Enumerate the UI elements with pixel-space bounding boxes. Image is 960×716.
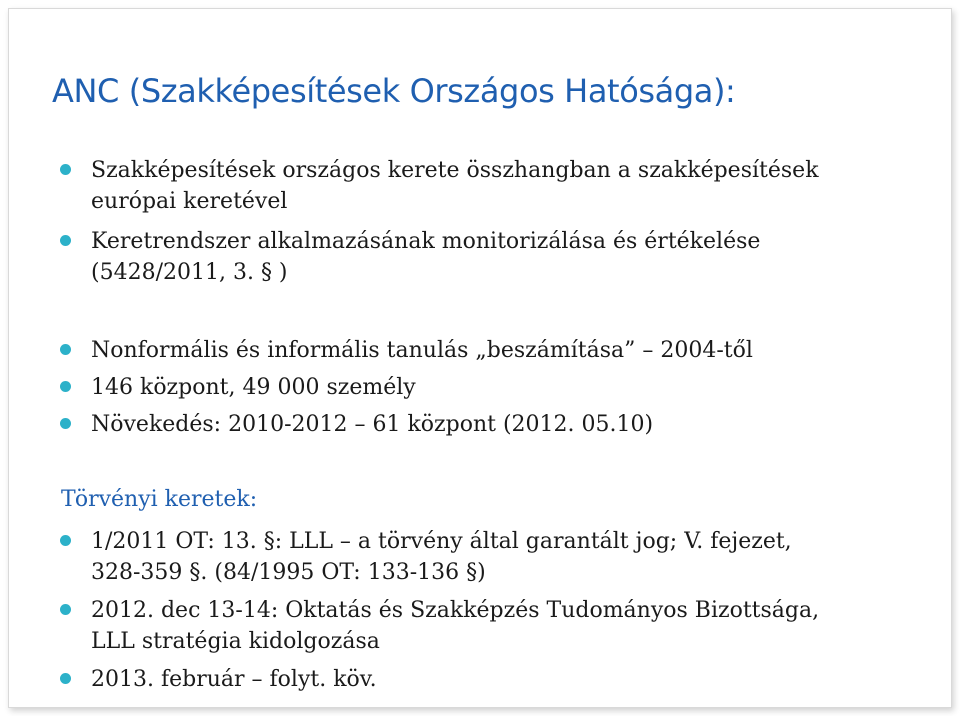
section-heading: Törvényi keretek:	[61, 487, 258, 512]
bullet-line: 2012. dec 13-14: Oktatás és Szakképzés Tudományos Bizottsága,	[91, 598, 820, 623]
bullet-line: LLL stratégia kidolgozása	[91, 629, 380, 654]
bullet-dot-icon	[60, 418, 71, 429]
bullet-dot-icon	[60, 381, 71, 392]
bullet-text	[91, 526, 920, 588]
bullet-text	[91, 664, 920, 695]
bullet-text	[91, 409, 920, 440]
slide-title: ANC (Szakképesítések Országos Hatósága):	[52, 72, 736, 110]
bullet-dot-icon	[60, 604, 71, 615]
bullet-text	[91, 372, 920, 403]
bullet-text	[91, 226, 920, 288]
bullet-line: 1/2011 OT: 13. §: LLL – a törvény által garantált jog; V. fejezet,	[91, 529, 792, 554]
bullet-line: 146 központ, 49 000 személy	[91, 375, 416, 400]
bullet-dot-icon	[60, 535, 71, 546]
bullet-text	[91, 335, 920, 366]
bullet-line: Nonformális és informális tanulás „beszámítása” – 2004-től	[91, 338, 753, 363]
bullet-dot-icon	[60, 235, 71, 246]
bullet-dot-icon	[60, 673, 71, 684]
bullet-line: európai keretével	[91, 189, 288, 214]
bullet-line: 2013. február – folyt. köv.	[91, 667, 377, 692]
bullet-line: Szakképesítések országos kerete összhangban a szakképesítések	[91, 158, 819, 183]
bullet-text	[91, 595, 920, 657]
bullet-dot-icon	[60, 164, 71, 175]
bullet-dot-icon	[60, 344, 71, 355]
bullet-line: Keretrendszer alkalmazásának monitorizálása és értékelése	[91, 229, 761, 254]
bullet-line: (5428/2011, 3. § )	[91, 260, 288, 285]
bullet-line: Növekedés: 2010-2012 – 61 központ (2012. 05.10)	[91, 412, 654, 437]
bullet-text	[91, 155, 920, 217]
bullet-line: 328-359 §. (84/1995 OT: 133-136 §)	[91, 560, 486, 585]
